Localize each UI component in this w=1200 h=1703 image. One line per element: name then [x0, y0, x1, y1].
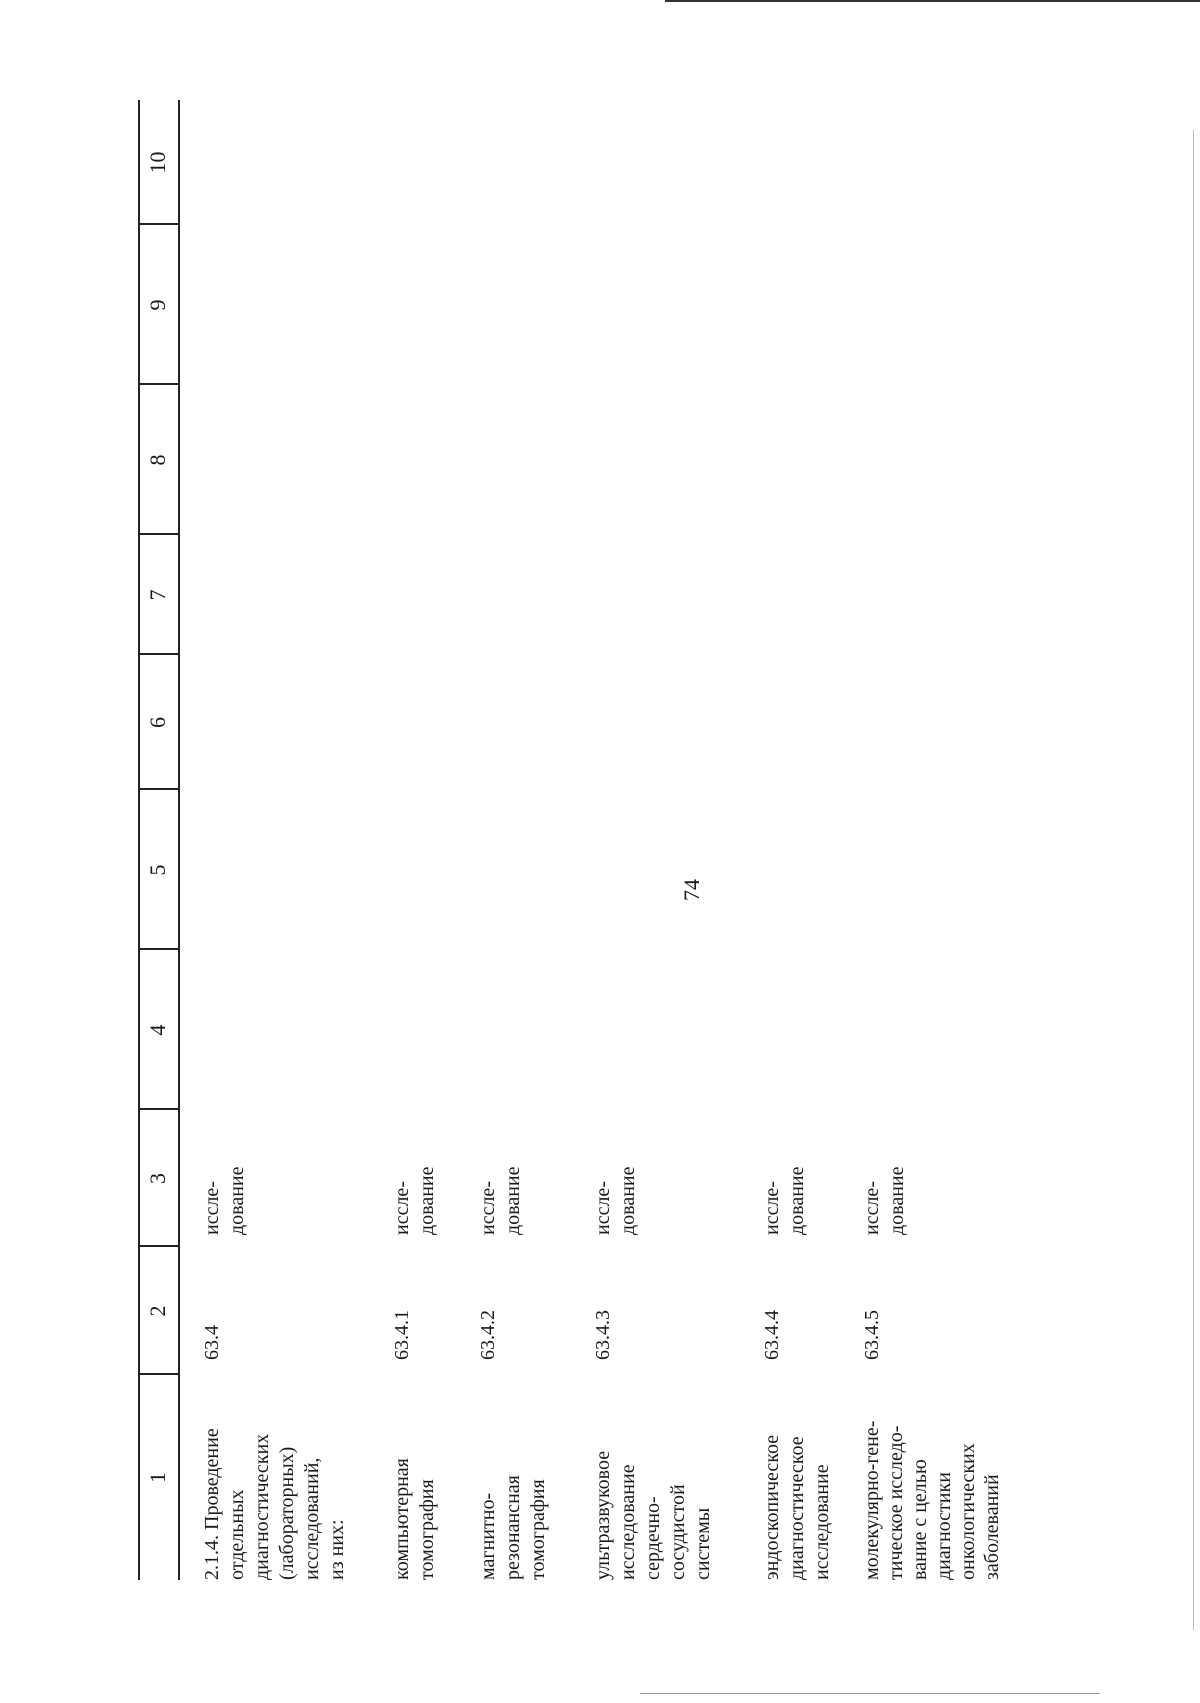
column-number-5: 5	[145, 864, 170, 876]
column-number-9: 9	[145, 299, 170, 311]
column-number-6: 6	[145, 717, 170, 728]
row-name: магнитно- резонансная томография	[477, 1475, 549, 1580]
row-name: молекулярно-гене- тическое исследо- вание с целью диагностики онкологических заболеваний	[861, 1420, 1003, 1580]
row-code: 63.4.4	[761, 1310, 783, 1360]
row-unit: иссле- дование	[477, 1166, 524, 1235]
scan-edge-top	[665, 0, 1200, 2]
column-number-10: 10	[145, 151, 170, 174]
row-unit: иссле- дование	[761, 1166, 808, 1235]
row-code: 63.4.2	[477, 1310, 499, 1360]
row-code: 63.4.1	[391, 1310, 413, 1360]
row-unit: иссле- дование	[201, 1166, 248, 1235]
column-number-2: 2	[145, 1305, 170, 1317]
row-name: 2.1.4. Проведение отдельных диагностических (лабораторных) исследований, из них:	[201, 1428, 348, 1580]
row-code: 63.4.5	[861, 1310, 883, 1360]
row-unit: иссле- дование	[861, 1166, 908, 1235]
row-name: эндоскопическое диагностическое исследование	[761, 1434, 833, 1580]
row-name: компьютерная томография	[391, 1458, 438, 1580]
row-code: 63.4	[201, 1325, 223, 1360]
row-name: ультразвуковое исследование сердечно- сосудистой системы	[592, 1450, 714, 1580]
row-unit: иссле- дование	[391, 1166, 438, 1235]
row-unit: иссле- дование	[592, 1166, 639, 1235]
row-code: 63.4.3	[592, 1310, 614, 1360]
scan-edge-bottom	[640, 1693, 1100, 1694]
scan-edge-right	[1193, 130, 1194, 1630]
column-number-8: 8	[145, 454, 170, 466]
column-number-7: 7	[145, 589, 170, 601]
column-number-1: 1	[145, 1472, 170, 1483]
column-number-3: 3	[145, 1173, 170, 1184]
table-header-border	[178, 100, 180, 1580]
page-number: 74	[679, 879, 704, 901]
column-number-4: 4	[145, 1024, 170, 1036]
data-table	[138, 100, 1003, 1580]
